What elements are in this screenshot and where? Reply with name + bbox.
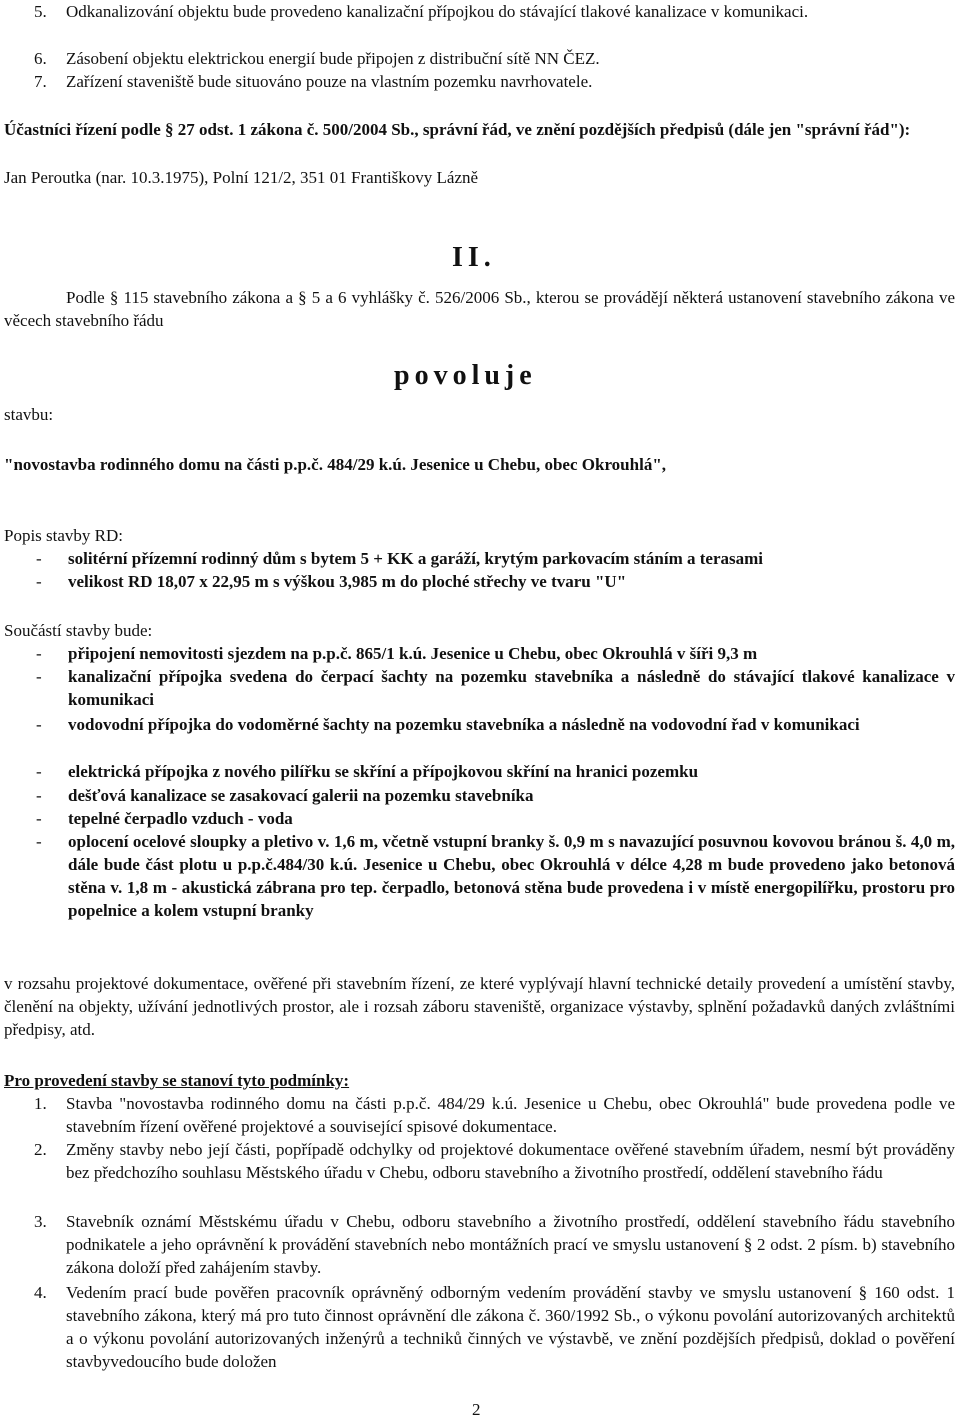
item-text: Odkanalizování objektu bude provedeno kanalizační přípojkou do stávající tlakové kanalizace v komunikaci.	[66, 2, 809, 21]
item-number: 2.	[34, 1140, 47, 1159]
dash-marker: -	[36, 832, 42, 851]
item-text: Zásobení objektu elektrickou energií bude připojen z distribuční sítě NN ČEZ.	[66, 49, 600, 68]
item-text: dešťová kanalizace se zasakovací galerii na pozemku stavebníka	[68, 786, 534, 805]
dash-marker: -	[36, 667, 42, 686]
dash-marker: -	[36, 644, 42, 663]
page-number: 2	[472, 1400, 481, 1419]
item-text: kanalizační přípojka svedena do čerpací šachty na pozemku stavebníka a následně do stávající tlakové kanalizace v komunikaci	[68, 667, 955, 709]
item-text: vodovodní přípojka do vodoměrné šachty na pozemku stavebníka a následně na vodovodní řad v komunikaci	[68, 715, 860, 734]
conditions-heading: Pro provedení stavby se stanoví tyto podmínky:	[4, 1071, 350, 1090]
item-number: 3.	[34, 1212, 47, 1231]
permit-verb: povoluje	[394, 360, 537, 391]
participants-heading: Účastníci řízení podle § 27 odst. 1 zákona č. 500/2004 Sb., správní řád, ve znění pozdějších předpisů (dále jen "správní řád"):	[4, 120, 911, 139]
stavbu-label: stavbu:	[4, 405, 54, 424]
components-label: Součástí stavby bude:	[4, 621, 153, 640]
item-number: 4.	[34, 1283, 47, 1302]
dash-marker: -	[36, 715, 42, 734]
item-text: Zařízení staveniště bude situováno pouze na vlastním pozemku navrhovatele.	[66, 72, 593, 91]
building-name: "novostavba rodinného domu na části p.p.č. 484/29 k.ú. Jesenice u Chebu, obec Okrouhlá",	[4, 455, 667, 474]
item-number: 5.	[34, 2, 47, 21]
dash-marker: -	[36, 762, 42, 781]
scope-paragraph: v rozsahu projektové dokumentace, ověřené při stavebním řízení, ze které vyplývají hlavní technické detaily provedení a umístění stavby, členění na objekty, užívání jednotlivých prostor, ale i rozsah záboru staveniště, organizace výstavby, splnění požadavků daných zvláštními předpisy, atd.	[4, 974, 955, 1039]
section-numeral: II.	[452, 242, 496, 273]
item-text: Stavebník oznámí Městskému úřadu v Chebu, odboru stavebního a životního prostředí, oddělení stavebního řádu stavebního podnikatele a jeho oprávnění k provádění stavebních nebo montážních prací ve smyslu ustanovení § 2 odst. 2 písm. b) stavebního zákona doloží před zahájením stavby.	[66, 1212, 955, 1277]
item-text: velikost RD 18,07 x 22,95 m s výškou 3,985 m do ploché střechy ve tvaru "U"	[68, 572, 627, 591]
dash-marker: -	[36, 572, 42, 591]
item-text: elektrická přípojka z nového pilířku se skříní a přípojkovou skříní na hranici pozemku	[68, 762, 699, 781]
description-label: Popis stavby RD:	[4, 526, 124, 545]
item-text: Vedením prací bude pověřen pracovník oprávněný odborným vedením provádění stavby ve smyslu ustanovení § 160 odst. 1 stavebního zákona, který má pro tuto činnost oprávnění dle zákona č. 360/1992 Sb., o výkonu povolání autorizovaných architektů a o výkonu povolání autorizovaných inženýrů a techniků činných ve výstavbě, ve znění pozdějších předpisů, doklad o pověření stavbyvedoucího bude doložen	[66, 1283, 955, 1371]
item-text: oplocení ocelové sloupky a pletivo v. 1,6 m, včetně vstupní branky š. 0,9 m s navazující posuvnou kovovou bránou š. 4,0 m, dále bude část plotu u p.p.č.484/30 k.ú. Jesenice u Chebu, obec Okrouhlá v délce 4,28 m bude provedeno jako betonová stěna v. 1,8 m - akustická zábrana pro tep. čerpadlo, betonová stěna bude provedena i v místě energopilířku, prostoru pro popelnice a kolem vstupní branky	[68, 832, 955, 920]
item-number: 1.	[34, 1094, 47, 1113]
item-text: tepelné čerpadlo vzduch - voda	[68, 809, 293, 828]
item-text: připojení nemovitosti sjezdem na p.p.č. 865/1 k.ú. Jesenice u Chebu, obec Okrouhlá v šíři 9,3 m	[68, 644, 758, 663]
participant-person: Jan Peroutka (nar. 10.3.1975), Polní 121/2, 351 01 Františkovy Lázně	[4, 168, 479, 187]
dash-marker: -	[36, 786, 42, 805]
item-text: solitérní přízemní rodinný dům s bytem 5 + KK a garáží, krytým parkovacím stáním a terasami	[68, 549, 763, 568]
dash-marker: -	[36, 549, 42, 568]
item-text: Stavba "novostavba rodinného domu na části p.p.č. 484/29 k.ú. Jesenice u Chebu, obec Okrouhlá" bude provedena podle ve stavebním řízení ověřené projektové a související spisové dokumentace.	[66, 1094, 955, 1136]
item-number: 7.	[34, 72, 47, 91]
section-intro: Podle § 115 stavebního zákona a § 5 a 6 vyhlášky č. 526/2006 Sb., kterou se provádějí některá ustanovení stavebního zákona ve věcech stavebního řádu	[4, 288, 955, 330]
item-text: Změny stavby nebo její části, popřípadě odchylky od projektové dokumentace ověřené stavebním úřadem, nesmí být prováděny bez předchozího souhlasu Městského úřadu v Chebu, odboru stavebního a životního prostředí, oddělení stavebního řádu	[66, 1140, 955, 1182]
dash-marker: -	[36, 809, 42, 828]
item-number: 6.	[34, 49, 47, 68]
